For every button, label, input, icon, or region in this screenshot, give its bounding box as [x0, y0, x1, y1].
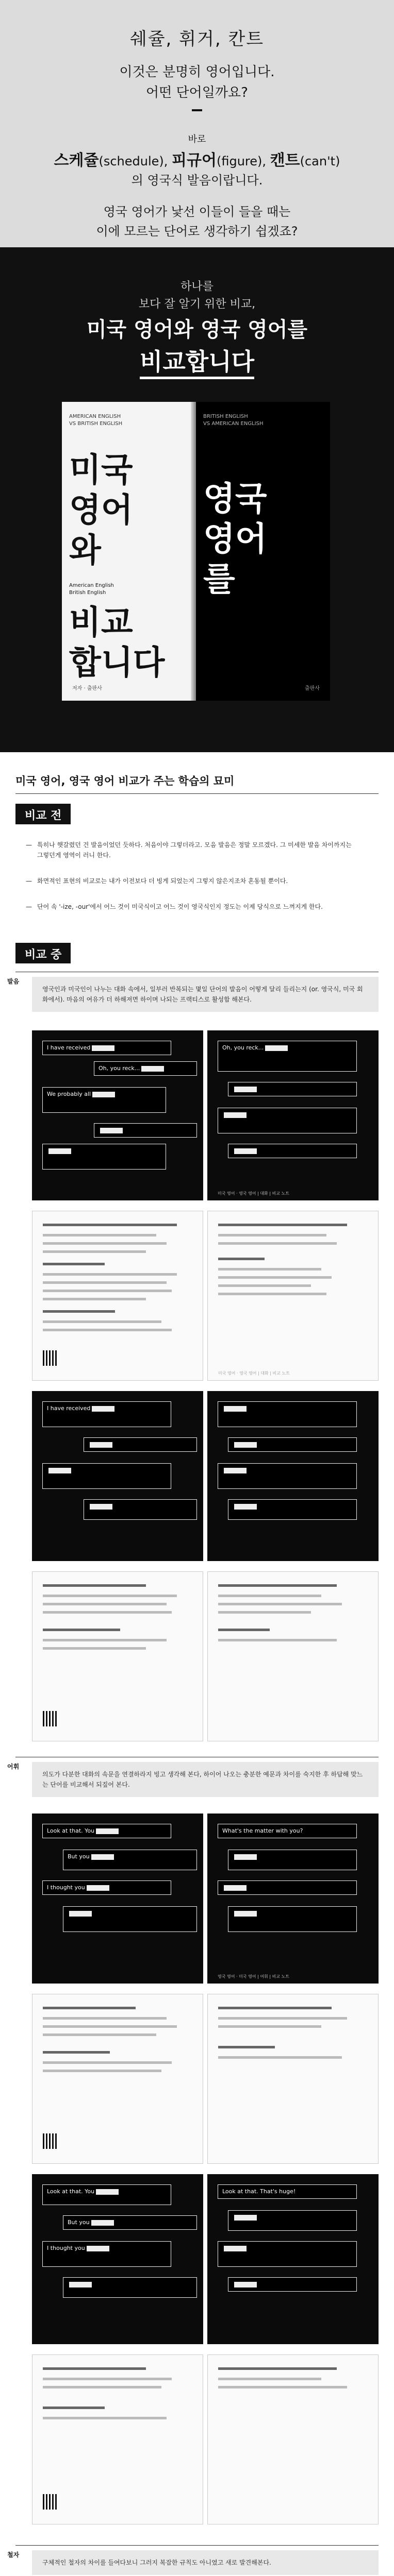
dialog-bubble	[218, 1463, 357, 1489]
pronunciation-text: 영국인과 미국인이 나누는 대화 속에서, 일부러 반복되는 몇일 단어의 발음이 어떻게 달리 들리는지 (or. 영국식, 미국 회화에서). 마음의 여유가 더 하해져면 하이며 나되는 프랙티스로 활성합 해본다.	[32, 977, 379, 1012]
bullet-before-2: — 화면적인 표현의 비교로는 내가 이전보다 더 빙게 되었는지 그렇지 않은지조차 혼동될 뿐이다.	[37, 876, 357, 886]
dialog-bubble	[228, 1499, 357, 1520]
spread-page-left	[32, 1994, 203, 2164]
spread-page-right	[207, 2354, 379, 2524]
dialog-bubble	[94, 1123, 197, 1138]
dialog-bubble	[218, 1108, 357, 1133]
divider-rule	[192, 109, 202, 111]
qr-code-icon[interactable]	[43, 1711, 58, 1726]
keyword-pre: 바로	[188, 134, 206, 145]
dialog-bubble	[63, 1906, 197, 1932]
book-front-title-2: 비교 합니다	[69, 604, 165, 682]
dialog-bubble: Look at that. You	[42, 1824, 171, 1838]
intro-question-2: 영국 영어가 낯선 이들이 들을 때는 이에 모르는 단어로 생각하기 쉽겠죠?	[96, 205, 298, 239]
dialog-bubble: I have received	[42, 1041, 171, 1055]
spread-page-right	[207, 1994, 379, 2164]
dialog-bubble: We probably all	[42, 1087, 166, 1113]
book-front-cover: AMERICAN ENGLISH VS BRITISH ENGLISH 미국 영어 와 American English British English 비교 합니다 저자 · 출판사	[62, 402, 196, 701]
book-back-title: 영국 영어 를	[203, 480, 267, 599]
label-pronunciation: 발음	[7, 978, 20, 985]
dialog-bubble: Look at that. That's huge!	[218, 2184, 357, 2199]
dialog-bubble	[218, 1880, 357, 1895]
spread-3	[32, 1391, 379, 1561]
spread-page-right	[207, 1211, 379, 1381]
hero-title-emphasis: 비교합니다	[0, 343, 394, 377]
spread-4	[32, 1571, 379, 1741]
tag-before: 비교 전	[15, 804, 71, 824]
page-caption: 미국 영어 · 영국 영어 | 대화 | 비교 노트	[218, 1371, 290, 1376]
spread-1	[32, 1030, 379, 1200]
dialog-bubble	[228, 1082, 357, 1096]
page-caption: 미국 영어 · 영국 영어 | 대화 | 비교 노트	[218, 1191, 290, 1196]
dialog-bubble	[228, 1437, 357, 1452]
section-headline: 미국 영어, 영국 영어 비교가 주는 학습의 묘미	[15, 775, 235, 787]
intro-headline: 쉐쥴, 휘거, 칸트	[129, 29, 265, 49]
dialog-bubble	[228, 1850, 357, 1870]
dialog-bubble: Oh, you reck...	[218, 1041, 357, 1072]
keyword-post: 의 영국식 발음이랍니다.	[131, 173, 263, 188]
spread-2	[32, 1211, 379, 1381]
label-vocabulary: 어휘	[7, 1763, 20, 1770]
dialog-bubble	[42, 1463, 171, 1489]
dialog-bubble	[218, 2241, 357, 2267]
spread-page-right	[207, 1030, 379, 1200]
vocabulary-text: 의도가 다분한 대화의 속문을 연결하라지 빙고 생각해 본다, 하이어 나오는 충분한 예문과 차이를 숙지한 후 하답해 맞느는 단어를 비교해서 되짚어 본다.	[32, 1762, 379, 1797]
dialog-bubble	[84, 1437, 197, 1452]
dialog-bubble: I have received	[42, 1401, 171, 1427]
label-spelling: 철자	[7, 2551, 20, 2558]
hero-title: 미국 영어와 영국 영어를	[86, 318, 308, 342]
dialog-bubble	[228, 1906, 357, 1932]
page-caption: 영국 영어 · 미국 영어 | 어휘 | 비교 노트	[218, 1974, 290, 1979]
dialog-bubble	[218, 1401, 357, 1427]
spread-7	[32, 2174, 379, 2344]
spelling-text: 구체적인 철자의 차이를 들여다보니 그러지 복잡한 규칙도 아니였고 새로 발견해본다.	[32, 2550, 379, 2575]
spread-page-left	[32, 2354, 203, 2524]
spread-page-left	[32, 1814, 203, 1984]
keyword-line: 스케쥴(schedule), 피규어(figure), 캔트(can't)	[54, 151, 340, 170]
dialog-bubble: But you	[63, 2215, 197, 2230]
spread-page-right	[207, 1391, 379, 1561]
tag-during: 비교 중	[15, 943, 71, 963]
spread-page-left	[32, 1391, 203, 1561]
dialog-bubble: What's the matter with you?	[218, 1824, 357, 1838]
bullet-before-3: — 단어 속 '-ize, -our'에서 어느 것이 미국식이고 어느 것이 영국식인지 정도는 이제 당식으로 느껴지게 한다.	[37, 902, 357, 912]
dialog-bubble	[228, 1144, 357, 1158]
dialog-bubble	[63, 2277, 197, 2298]
divider	[15, 2545, 379, 2546]
intro-question: 이것은 분명히 영어입니다. 어떤 단어일까요?	[119, 64, 275, 100]
qr-code-icon[interactable]	[43, 2133, 58, 2149]
qr-code-icon[interactable]	[43, 1350, 58, 1366]
dialog-bubble	[84, 1499, 197, 1520]
dialog-bubble: I thought you	[42, 2241, 171, 2267]
spread-8	[32, 2354, 379, 2524]
book-back-cover: BRITISH ENGLISH VS AMERICAN ENGLISH 영국 영어 를 출판사	[196, 402, 330, 701]
divider	[15, 793, 379, 794]
dialog-bubble: I thought you	[42, 1880, 171, 1895]
bullet-before-1: — 특히나 햇갈렸던 건 발음이었던 듯하다. 처음이야 그렇더라고. 모음 발음은 정말 모르겠다. 그 미세한 발음 차이까지는 그렇던게 영역이 러니 한다.	[37, 840, 357, 860]
spread-page-left	[32, 1571, 203, 1741]
book-cover-image	[62, 402, 330, 701]
spread-5	[32, 1814, 379, 1984]
dialog-bubble: But you	[63, 1850, 197, 1870]
spread-page-right	[207, 1814, 379, 1984]
hero-section	[0, 247, 394, 752]
hero-subtitle: 하나를 보다 잘 알기 위한 비교,	[138, 280, 256, 311]
intro-section	[0, 0, 394, 247]
dialog-bubble	[228, 2210, 357, 2231]
spread-page-right	[207, 1571, 379, 1741]
spread-page-left	[32, 2174, 203, 2344]
book-front-title: 미국 영어 와	[69, 451, 133, 570]
dialog-bubble: Look at that. You	[42, 2184, 171, 2205]
dialog-bubble: Oh, you reck...	[94, 1061, 197, 1076]
spread-page-left	[32, 1211, 203, 1381]
dialog-bubble	[228, 2277, 357, 2292]
spread-page-right	[207, 2174, 379, 2344]
dialog-bubble	[42, 1144, 166, 1170]
qr-code-icon[interactable]	[43, 2494, 58, 2510]
spread-page-left	[32, 1030, 203, 1200]
spread-6	[32, 1994, 379, 2164]
